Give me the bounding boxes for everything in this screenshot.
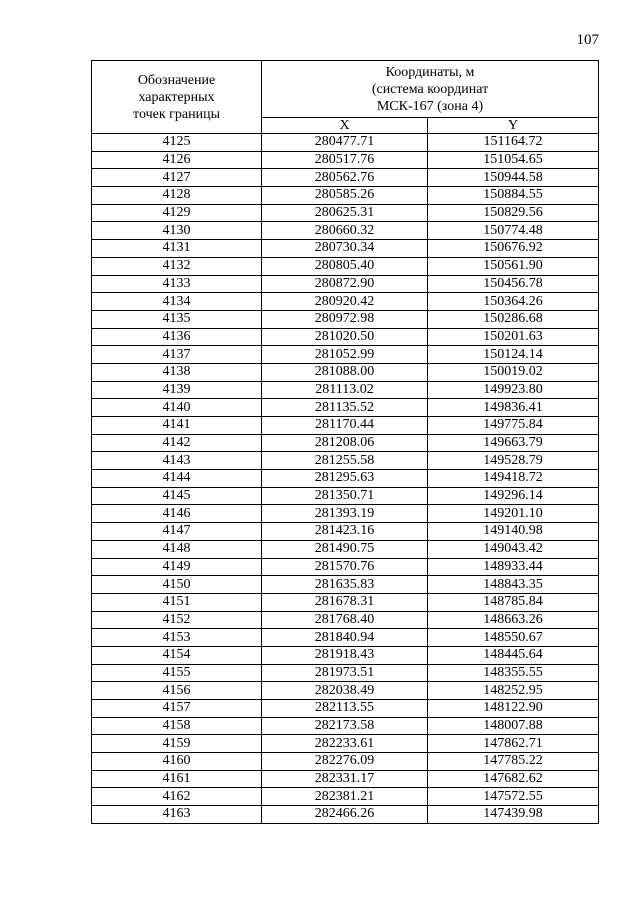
x-coordinate-cell: 281570.76 [262, 558, 428, 576]
table-row [92, 363, 599, 381]
x-coordinate-cell: 281113.02 [262, 381, 428, 399]
point-id-cell: 4131 [92, 240, 262, 258]
table-row [92, 717, 599, 735]
table-row [92, 558, 599, 576]
point-id-cell: 4142 [92, 434, 262, 452]
point-id-cell: 4130 [92, 222, 262, 240]
point-id-cell: 4150 [92, 576, 262, 594]
x-coordinate-cell: 281635.83 [262, 576, 428, 594]
y-coordinate-cell: 149201.10 [428, 505, 599, 523]
table-row [92, 487, 599, 505]
x-coordinate-cell: 281973.51 [262, 664, 428, 682]
table-row [92, 275, 599, 293]
y-coordinate-cell: 150201.63 [428, 328, 599, 346]
x-coordinate-cell: 280477.71 [262, 134, 428, 152]
x-coordinate-cell: 280805.40 [262, 257, 428, 275]
x-coordinate-cell: 281423.16 [262, 523, 428, 541]
y-coordinate-cell: 149775.84 [428, 417, 599, 435]
point-id-cell: 4153 [92, 629, 262, 647]
y-coordinate-cell: 151054.65 [428, 151, 599, 169]
y-coordinate-cell: 147862.71 [428, 735, 599, 753]
table-row [92, 646, 599, 664]
table-row [92, 770, 599, 788]
y-coordinate-cell: 150676.92 [428, 240, 599, 258]
x-coordinate-cell: 281295.63 [262, 470, 428, 488]
table-row [92, 240, 599, 258]
point-id-cell: 4156 [92, 682, 262, 700]
y-coordinate-cell: 149923.80 [428, 381, 599, 399]
y-coordinate-cell: 147572.55 [428, 788, 599, 806]
table-row [92, 682, 599, 700]
y-coordinate-cell: 150561.90 [428, 257, 599, 275]
point-id-cell: 4133 [92, 275, 262, 293]
x-coordinate-cell: 280920.42 [262, 293, 428, 311]
point-id-cell: 4155 [92, 664, 262, 682]
table-row [92, 576, 599, 594]
point-id-cell: 4136 [92, 328, 262, 346]
table-header [92, 61, 599, 134]
y-coordinate-cell: 149663.79 [428, 434, 599, 452]
x-coordinate-cell: 282038.49 [262, 682, 428, 700]
y-coordinate-cell: 148933.44 [428, 558, 599, 576]
x-coordinate-cell: 280872.90 [262, 275, 428, 293]
header-x: X [262, 118, 428, 134]
table-row [92, 523, 599, 541]
table-row [92, 505, 599, 523]
point-id-cell: 4134 [92, 293, 262, 311]
table-row [92, 735, 599, 753]
x-coordinate-cell: 281020.50 [262, 328, 428, 346]
x-coordinate-cell: 281088.00 [262, 363, 428, 381]
header-coordinates: Координаты, м (система координат МСК-167 (зона 4) [262, 61, 599, 118]
y-coordinate-cell: 148445.64 [428, 646, 599, 664]
table-row [92, 151, 599, 169]
y-coordinate-cell: 150286.68 [428, 310, 599, 328]
y-coordinate-cell: 150124.14 [428, 346, 599, 364]
point-id-cell: 4141 [92, 417, 262, 435]
point-id-cell: 4125 [92, 134, 262, 152]
table-row [92, 470, 599, 488]
point-id-cell: 4144 [92, 470, 262, 488]
x-coordinate-cell: 281208.06 [262, 434, 428, 452]
point-id-cell: 4147 [92, 523, 262, 541]
table-row [92, 293, 599, 311]
header-point-designation: Обозначение характерных точек границы [92, 61, 262, 134]
table-row [92, 187, 599, 205]
point-id-cell: 4160 [92, 753, 262, 771]
x-coordinate-cell: 280517.76 [262, 151, 428, 169]
table-row [92, 346, 599, 364]
point-id-cell: 4127 [92, 169, 262, 187]
table-row [92, 417, 599, 435]
table-row [92, 399, 599, 417]
x-coordinate-cell: 281768.40 [262, 611, 428, 629]
table-row [92, 664, 599, 682]
point-id-cell: 4138 [92, 363, 262, 381]
table-row [92, 593, 599, 611]
table-row [92, 700, 599, 718]
point-id-cell: 4129 [92, 204, 262, 222]
y-coordinate-cell: 150019.02 [428, 363, 599, 381]
y-coordinate-cell: 148843.35 [428, 576, 599, 594]
point-id-cell: 4154 [92, 646, 262, 664]
point-id-cell: 4140 [92, 399, 262, 417]
point-id-cell: 4146 [92, 505, 262, 523]
x-coordinate-cell: 282466.26 [262, 806, 428, 824]
y-coordinate-cell: 148785.84 [428, 593, 599, 611]
point-id-cell: 4145 [92, 487, 262, 505]
y-coordinate-cell: 149296.14 [428, 487, 599, 505]
table-row [92, 222, 599, 240]
table-row [92, 611, 599, 629]
y-coordinate-cell: 148663.26 [428, 611, 599, 629]
x-coordinate-cell: 282113.55 [262, 700, 428, 718]
table-row [92, 134, 599, 152]
x-coordinate-cell: 281255.58 [262, 452, 428, 470]
y-coordinate-cell: 149140.98 [428, 523, 599, 541]
y-coordinate-cell: 149836.41 [428, 399, 599, 417]
table-row [92, 204, 599, 222]
y-coordinate-cell: 148122.90 [428, 700, 599, 718]
point-id-cell: 4149 [92, 558, 262, 576]
x-coordinate-cell: 281840.94 [262, 629, 428, 647]
x-coordinate-cell: 282276.09 [262, 753, 428, 771]
y-coordinate-cell: 150456.78 [428, 275, 599, 293]
y-coordinate-cell: 151164.72 [428, 134, 599, 152]
y-coordinate-cell: 149418.72 [428, 470, 599, 488]
y-coordinate-cell: 147682.62 [428, 770, 599, 788]
x-coordinate-cell: 280730.34 [262, 240, 428, 258]
y-coordinate-cell: 150829.56 [428, 204, 599, 222]
point-id-cell: 4143 [92, 452, 262, 470]
table-row [92, 310, 599, 328]
y-coordinate-cell: 148007.88 [428, 717, 599, 735]
table-body [92, 134, 599, 824]
point-id-cell: 4126 [92, 151, 262, 169]
x-coordinate-cell: 280660.32 [262, 222, 428, 240]
table-row [92, 788, 599, 806]
point-id-cell: 4162 [92, 788, 262, 806]
x-coordinate-cell: 280972.98 [262, 310, 428, 328]
point-id-cell: 4163 [92, 806, 262, 824]
x-coordinate-cell: 281052.99 [262, 346, 428, 364]
y-coordinate-cell: 150364.26 [428, 293, 599, 311]
table-row [92, 328, 599, 346]
x-coordinate-cell: 281490.75 [262, 540, 428, 558]
y-coordinate-cell: 147785.22 [428, 753, 599, 771]
point-id-cell: 4158 [92, 717, 262, 735]
table-row [92, 540, 599, 558]
x-coordinate-cell: 280585.26 [262, 187, 428, 205]
x-coordinate-cell: 281170.44 [262, 417, 428, 435]
point-id-cell: 4159 [92, 735, 262, 753]
x-coordinate-cell: 282173.58 [262, 717, 428, 735]
point-id-cell: 4161 [92, 770, 262, 788]
table-row [92, 257, 599, 275]
y-coordinate-cell: 150774.48 [428, 222, 599, 240]
point-id-cell: 4137 [92, 346, 262, 364]
table-row [92, 169, 599, 187]
table-row [92, 381, 599, 399]
table-row [92, 452, 599, 470]
table-row [92, 629, 599, 647]
header-y: Y [428, 118, 599, 134]
y-coordinate-cell: 149528.79 [428, 452, 599, 470]
table-row [92, 753, 599, 771]
point-id-cell: 4152 [92, 611, 262, 629]
x-coordinate-cell: 282381.21 [262, 788, 428, 806]
x-coordinate-cell: 282331.17 [262, 770, 428, 788]
x-coordinate-cell: 282233.61 [262, 735, 428, 753]
x-coordinate-cell: 281350.71 [262, 487, 428, 505]
x-coordinate-cell: 280625.31 [262, 204, 428, 222]
point-id-cell: 4135 [92, 310, 262, 328]
x-coordinate-cell: 281918.43 [262, 646, 428, 664]
y-coordinate-cell: 150944.58 [428, 169, 599, 187]
y-coordinate-cell: 148355.55 [428, 664, 599, 682]
y-coordinate-cell: 150884.55 [428, 187, 599, 205]
point-id-cell: 4128 [92, 187, 262, 205]
point-id-cell: 4148 [92, 540, 262, 558]
point-id-cell: 4132 [92, 257, 262, 275]
y-coordinate-cell: 148252.95 [428, 682, 599, 700]
coordinates-table [91, 60, 599, 824]
x-coordinate-cell: 281135.52 [262, 399, 428, 417]
y-coordinate-cell: 147439.98 [428, 806, 599, 824]
page-number: 107 [576, 32, 599, 48]
y-coordinate-cell: 148550.67 [428, 629, 599, 647]
point-id-cell: 4157 [92, 700, 262, 718]
x-coordinate-cell: 281393.19 [262, 505, 428, 523]
x-coordinate-cell: 281678.31 [262, 593, 428, 611]
point-id-cell: 4139 [92, 381, 262, 399]
x-coordinate-cell: 280562.76 [262, 169, 428, 187]
point-id-cell: 4151 [92, 593, 262, 611]
y-coordinate-cell: 149043.42 [428, 540, 599, 558]
table-row [92, 434, 599, 452]
table-row [92, 806, 599, 824]
